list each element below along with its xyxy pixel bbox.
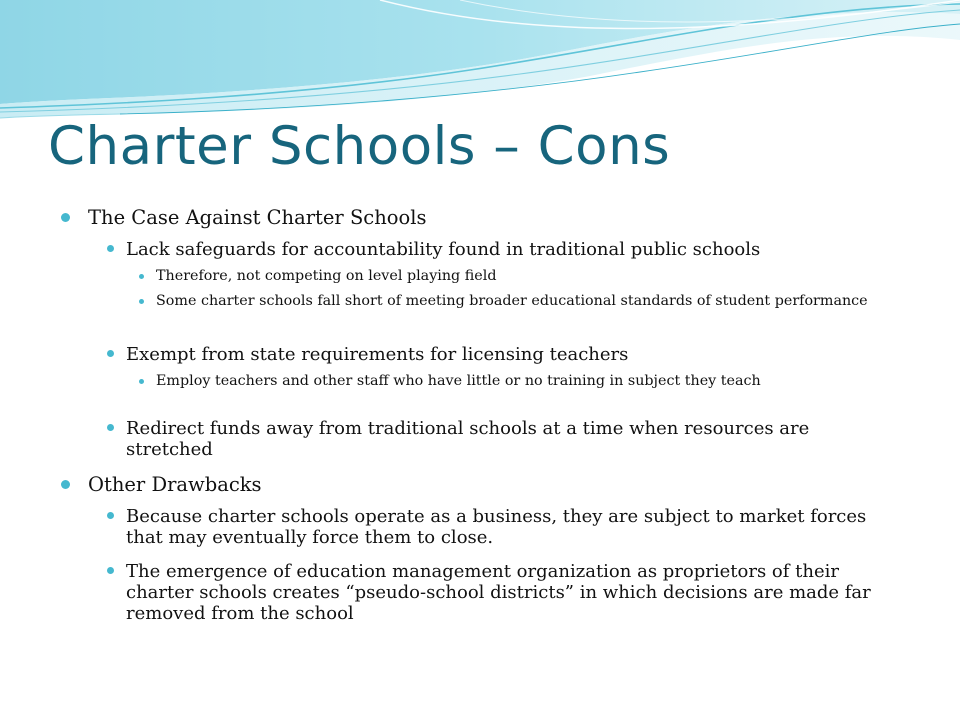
sub-list-item: Some charter schools fall short of meeting broader educational standards of student performance <box>156 293 868 309</box>
bullet-dot <box>139 299 144 304</box>
bullet-dot <box>61 480 70 489</box>
sub-list-item: Employ teachers and other staff who have little or no training in subject they teach <box>156 373 761 389</box>
bullet-dot <box>139 379 144 384</box>
header-wave-decoration <box>0 0 960 130</box>
bullet-dot <box>107 512 114 519</box>
bullet-dot <box>61 213 70 222</box>
bullet-dot <box>107 350 114 357</box>
bullet-dot <box>107 424 114 431</box>
list-item: Exempt from state requirements for licensing teachers <box>126 344 629 365</box>
list-item: Redirect funds away from traditional schools at a time when resources are stretched <box>126 418 810 460</box>
list-item: Because charter schools operate as a business, they are subject to market forces that may eventually force them to close. <box>126 506 867 548</box>
bullet-dot <box>107 245 114 252</box>
bullet-dot <box>139 274 144 279</box>
sub-list-item: Therefore, not competing on level playing field <box>156 268 497 284</box>
slide-title: Charter Schools – Cons <box>48 116 671 177</box>
list-item: Lack safeguards for accountability found in traditional public schools <box>126 239 761 260</box>
bullet-dot <box>107 567 114 574</box>
list-item: The emergence of education management organization as proprietors of their charter schools creates “pseudo-school districts” in which decisions are made far removed from the school <box>126 561 871 624</box>
section-heading: The Case Against Charter Schools <box>88 206 427 229</box>
section-heading: Other Drawbacks <box>88 473 262 496</box>
